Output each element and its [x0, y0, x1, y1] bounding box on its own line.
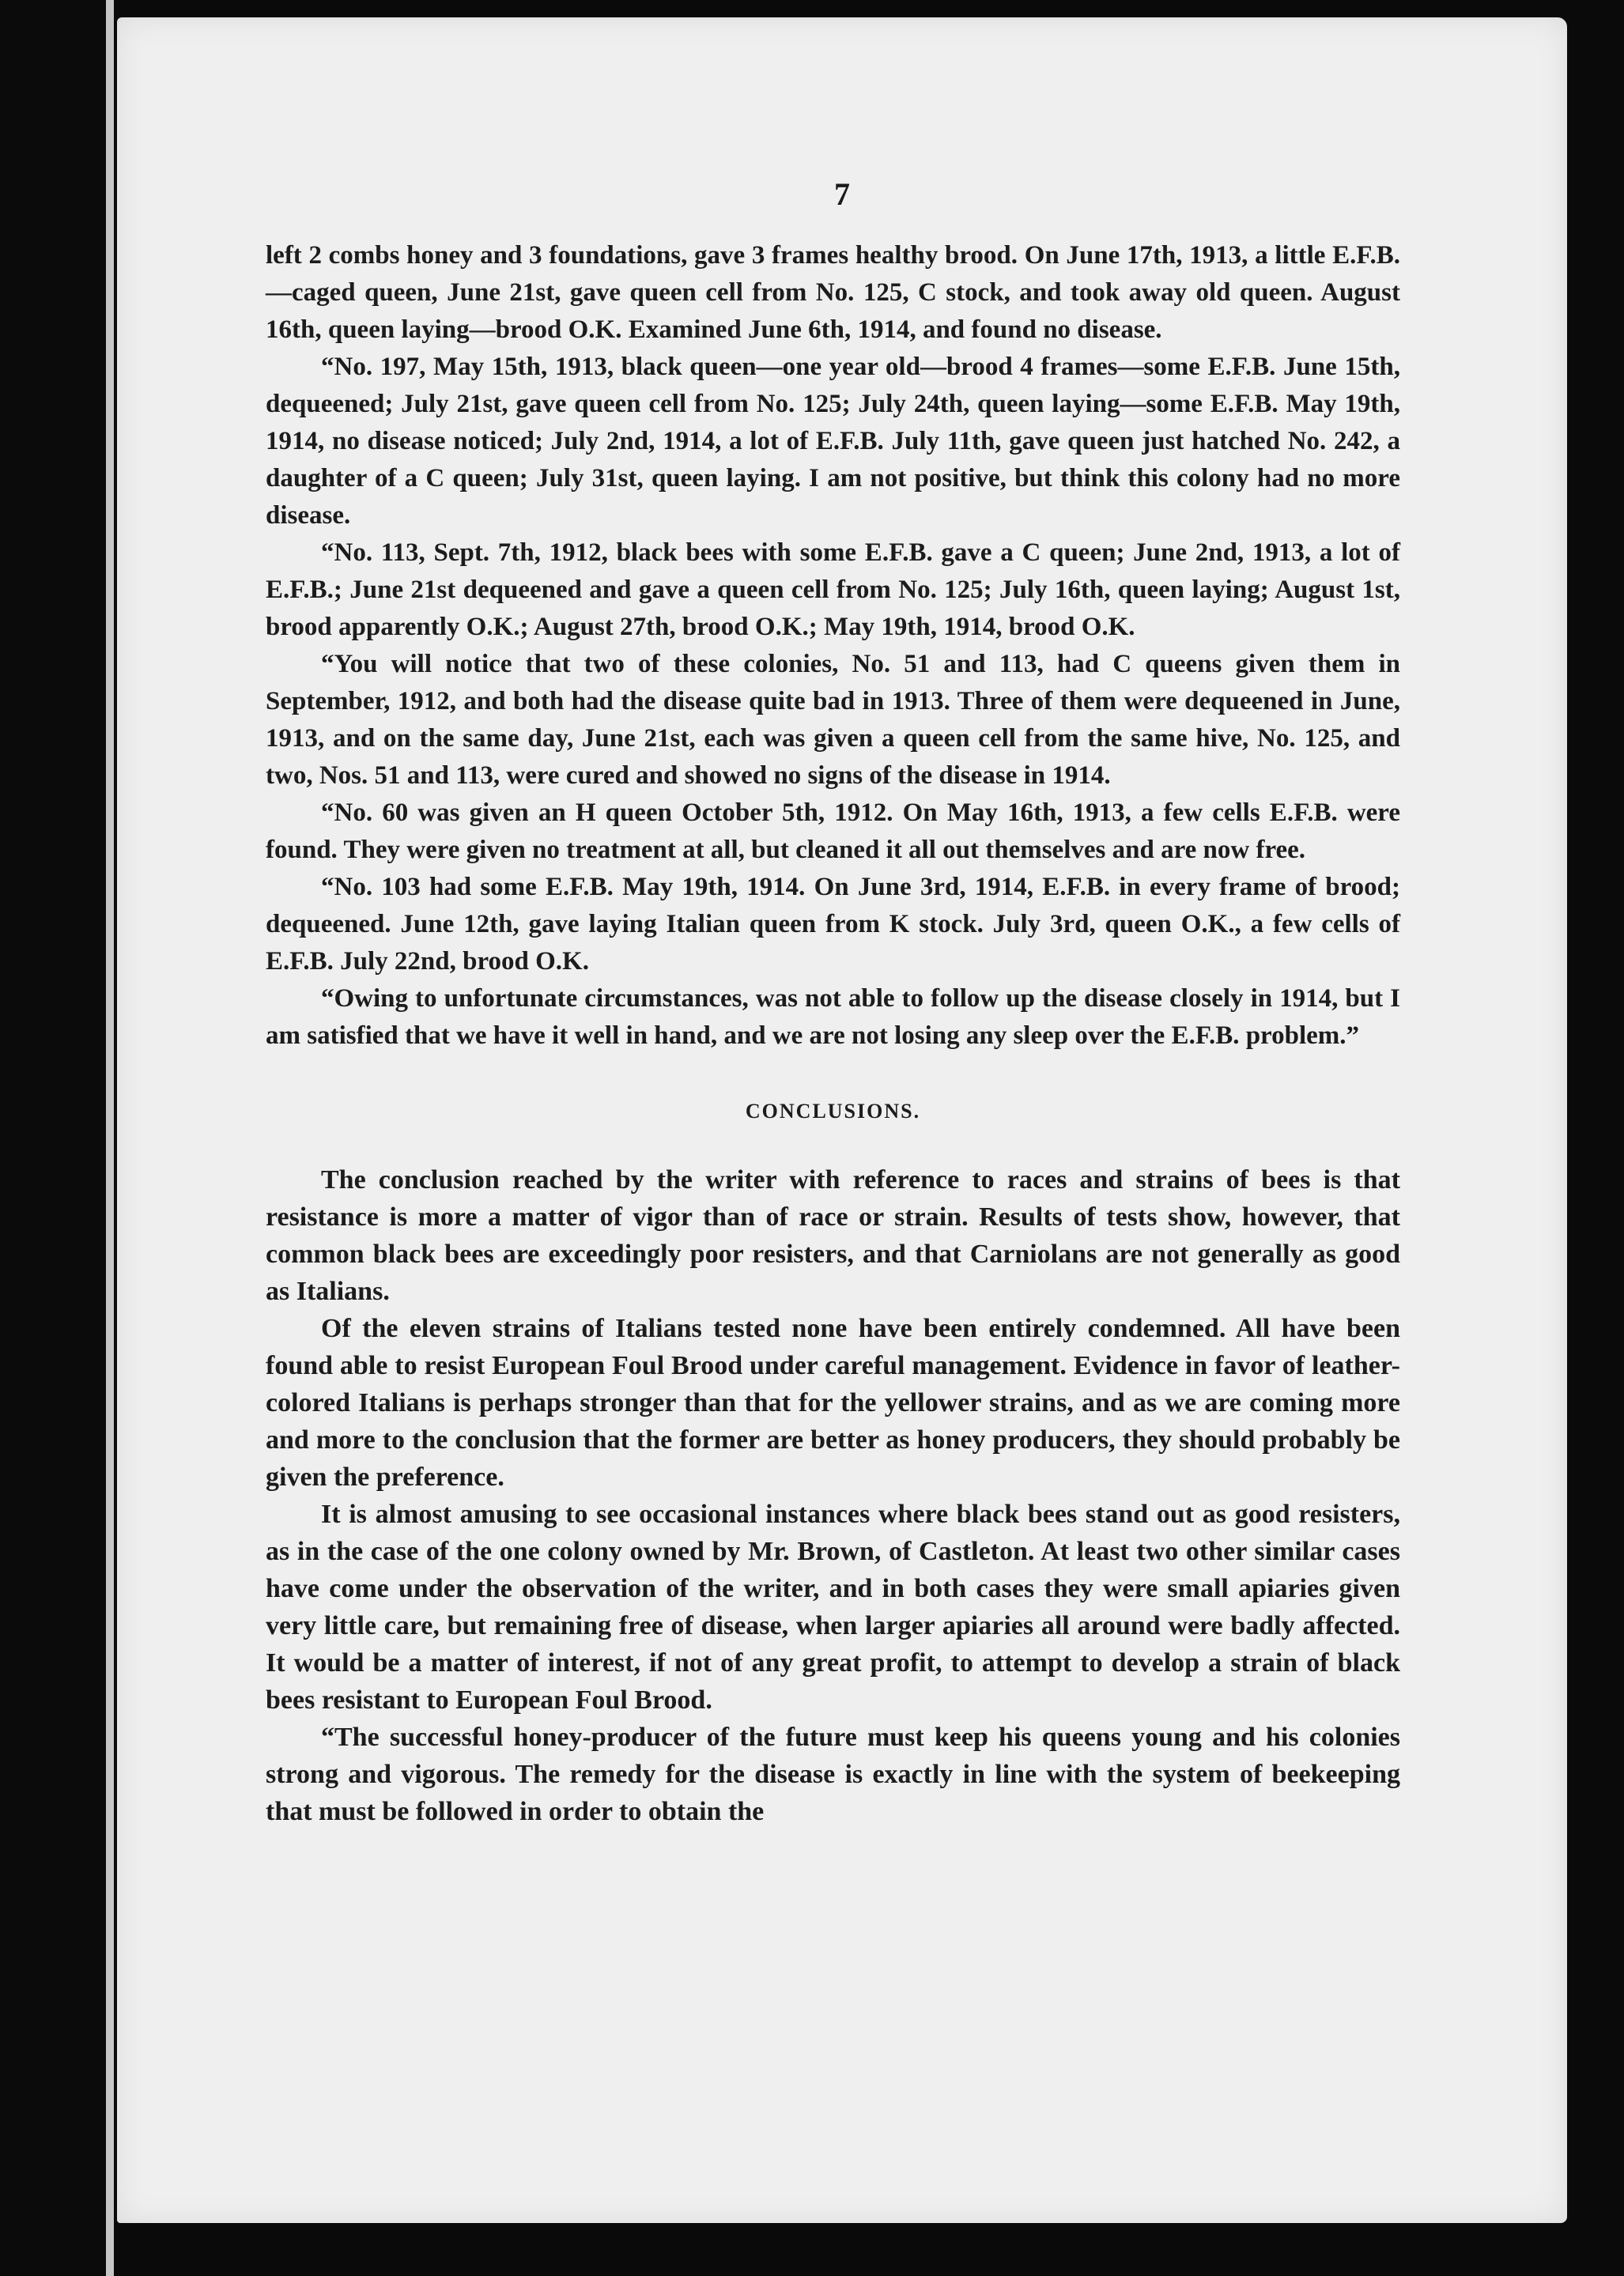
letter-paragraph: “Owing to unfortunate circumstances, was not able to follow up the disease closely in 1914, but I am satisfied that we have it well in hand, and we are not losing any sleep over the E.F.B. problem.” [266, 984, 1400, 1050]
letter-paragraph: “No. 60 was given an H queen October 5th, 1912. On May 16th, 1913, a few cells E.F.B. were found. They were given no treatment at all, but cleaned it all out themselves and are now free. [266, 798, 1400, 864]
scan-page-edge [106, 0, 114, 2276]
letter-paragraph: “No. 103 had some E.F.B. May 19th, 1914. On June 3rd, 1914, E.F.B. in every frame of brood; dequeened. June 12th, gave laying Italian queen from K stock. July 3rd, queen O.K., a few cells of E.F.B. July 22nd, brood O.K. [266, 873, 1400, 976]
page-number: 7 [834, 176, 850, 212]
document-page [117, 17, 1567, 2223]
scan-border-left [0, 0, 109, 2276]
conclusion-paragraph: The conclusion reached by the writer with reference to races and strains of bees is that resistance is more a matter of vigor than of race or strain. Results of tests show, however, that common black bees are exceedingly poor resisters, and that Carniolans are not generally as good as Italians. [266, 1165, 1400, 1306]
letter-paragraph: “No. 197, May 15th, 1913, black queen—one year old—brood 4 frames—some E.F.B. June 15th, dequeened; July 21st, gave queen cell from No. 125; July 24th, queen laying—some E.F.B. May 19th, 1914, no disease noticed; July 2nd, 1914, a lot of E.F.B. July 11th, gave queen just hatched No. 242, a daughter of a C queen; July 31st, queen laying. I am not positive, but think this colony had no more disease. [266, 353, 1400, 530]
page-content [266, 237, 1400, 1830]
letter-paragraph: left 2 combs honey and 3 foundations, gave 3 frames healthy brood. On June 17th, 1913, a little E.F.B.—caged queen, June 21st, gave queen cell from No. 125, C stock, and took away old queen. August 16th, queen laying—brood O.K. Examined June 6th, 1914, and found no disease. [266, 241, 1400, 344]
conclusion-paragraph: “The successful honey-producer of the future must keep his queens young and his colonies strong and vigorous. The remedy for the disease is exactly in line with the system of beekeeping that must be followed in order to obtain the [266, 1723, 1400, 1826]
letter-paragraph: “No. 113, Sept. 7th, 1912, black bees with some E.F.B. gave a C queen; June 2nd, 1913, a lot of E.F.B.; June 21st dequeened and gave a queen cell from No. 125; July 16th, queen laying; August 1st, brood apparently O.K.; August 27th, brood O.K.; May 19th, 1914, brood O.K. [266, 538, 1400, 641]
conclusion-paragraph: It is almost amusing to see occasional instances where black bees stand out as good resisters, as in the case of the one colony owned by Mr. Brown, of Castleton. At least two other similar cases have come under the observation of the writer, and in both cases they were small apiaries given very little care, but remaining free of disease, when larger apiaries all around were badly affected. It would be a matter of interest, if not of any great profit, to attempt to develop a strain of black bees resistant to European Foul Brood. [266, 1500, 1400, 1715]
section-heading: CONCLUSIONS. [745, 1100, 921, 1123]
conclusions-section [266, 1161, 1400, 1830]
conclusion-paragraph: Of the eleven strains of Italians tested none have been entirely condemned. All have been found able to resist European Foul Brood under careful management. Evidence in favor of leather-colored Italians is perhaps stronger than that for the yellower strains, and as we are coming more and more to the conclusion that the former are better as honey producers, they should probably be given the preference. [266, 1314, 1400, 1492]
letter-paragraph: “You will notice that two of these colonies, No. 51 and 113, had C queens given them in September, 1912, and both had the disease quite bad in 1913. Three of them were dequeened in June, 1913, and on the same day, June 21st, each was given a queen cell from the same hive, No. 125, and two, Nos. 51 and 113, were cured and showed no signs of the disease in 1914. [266, 650, 1400, 790]
